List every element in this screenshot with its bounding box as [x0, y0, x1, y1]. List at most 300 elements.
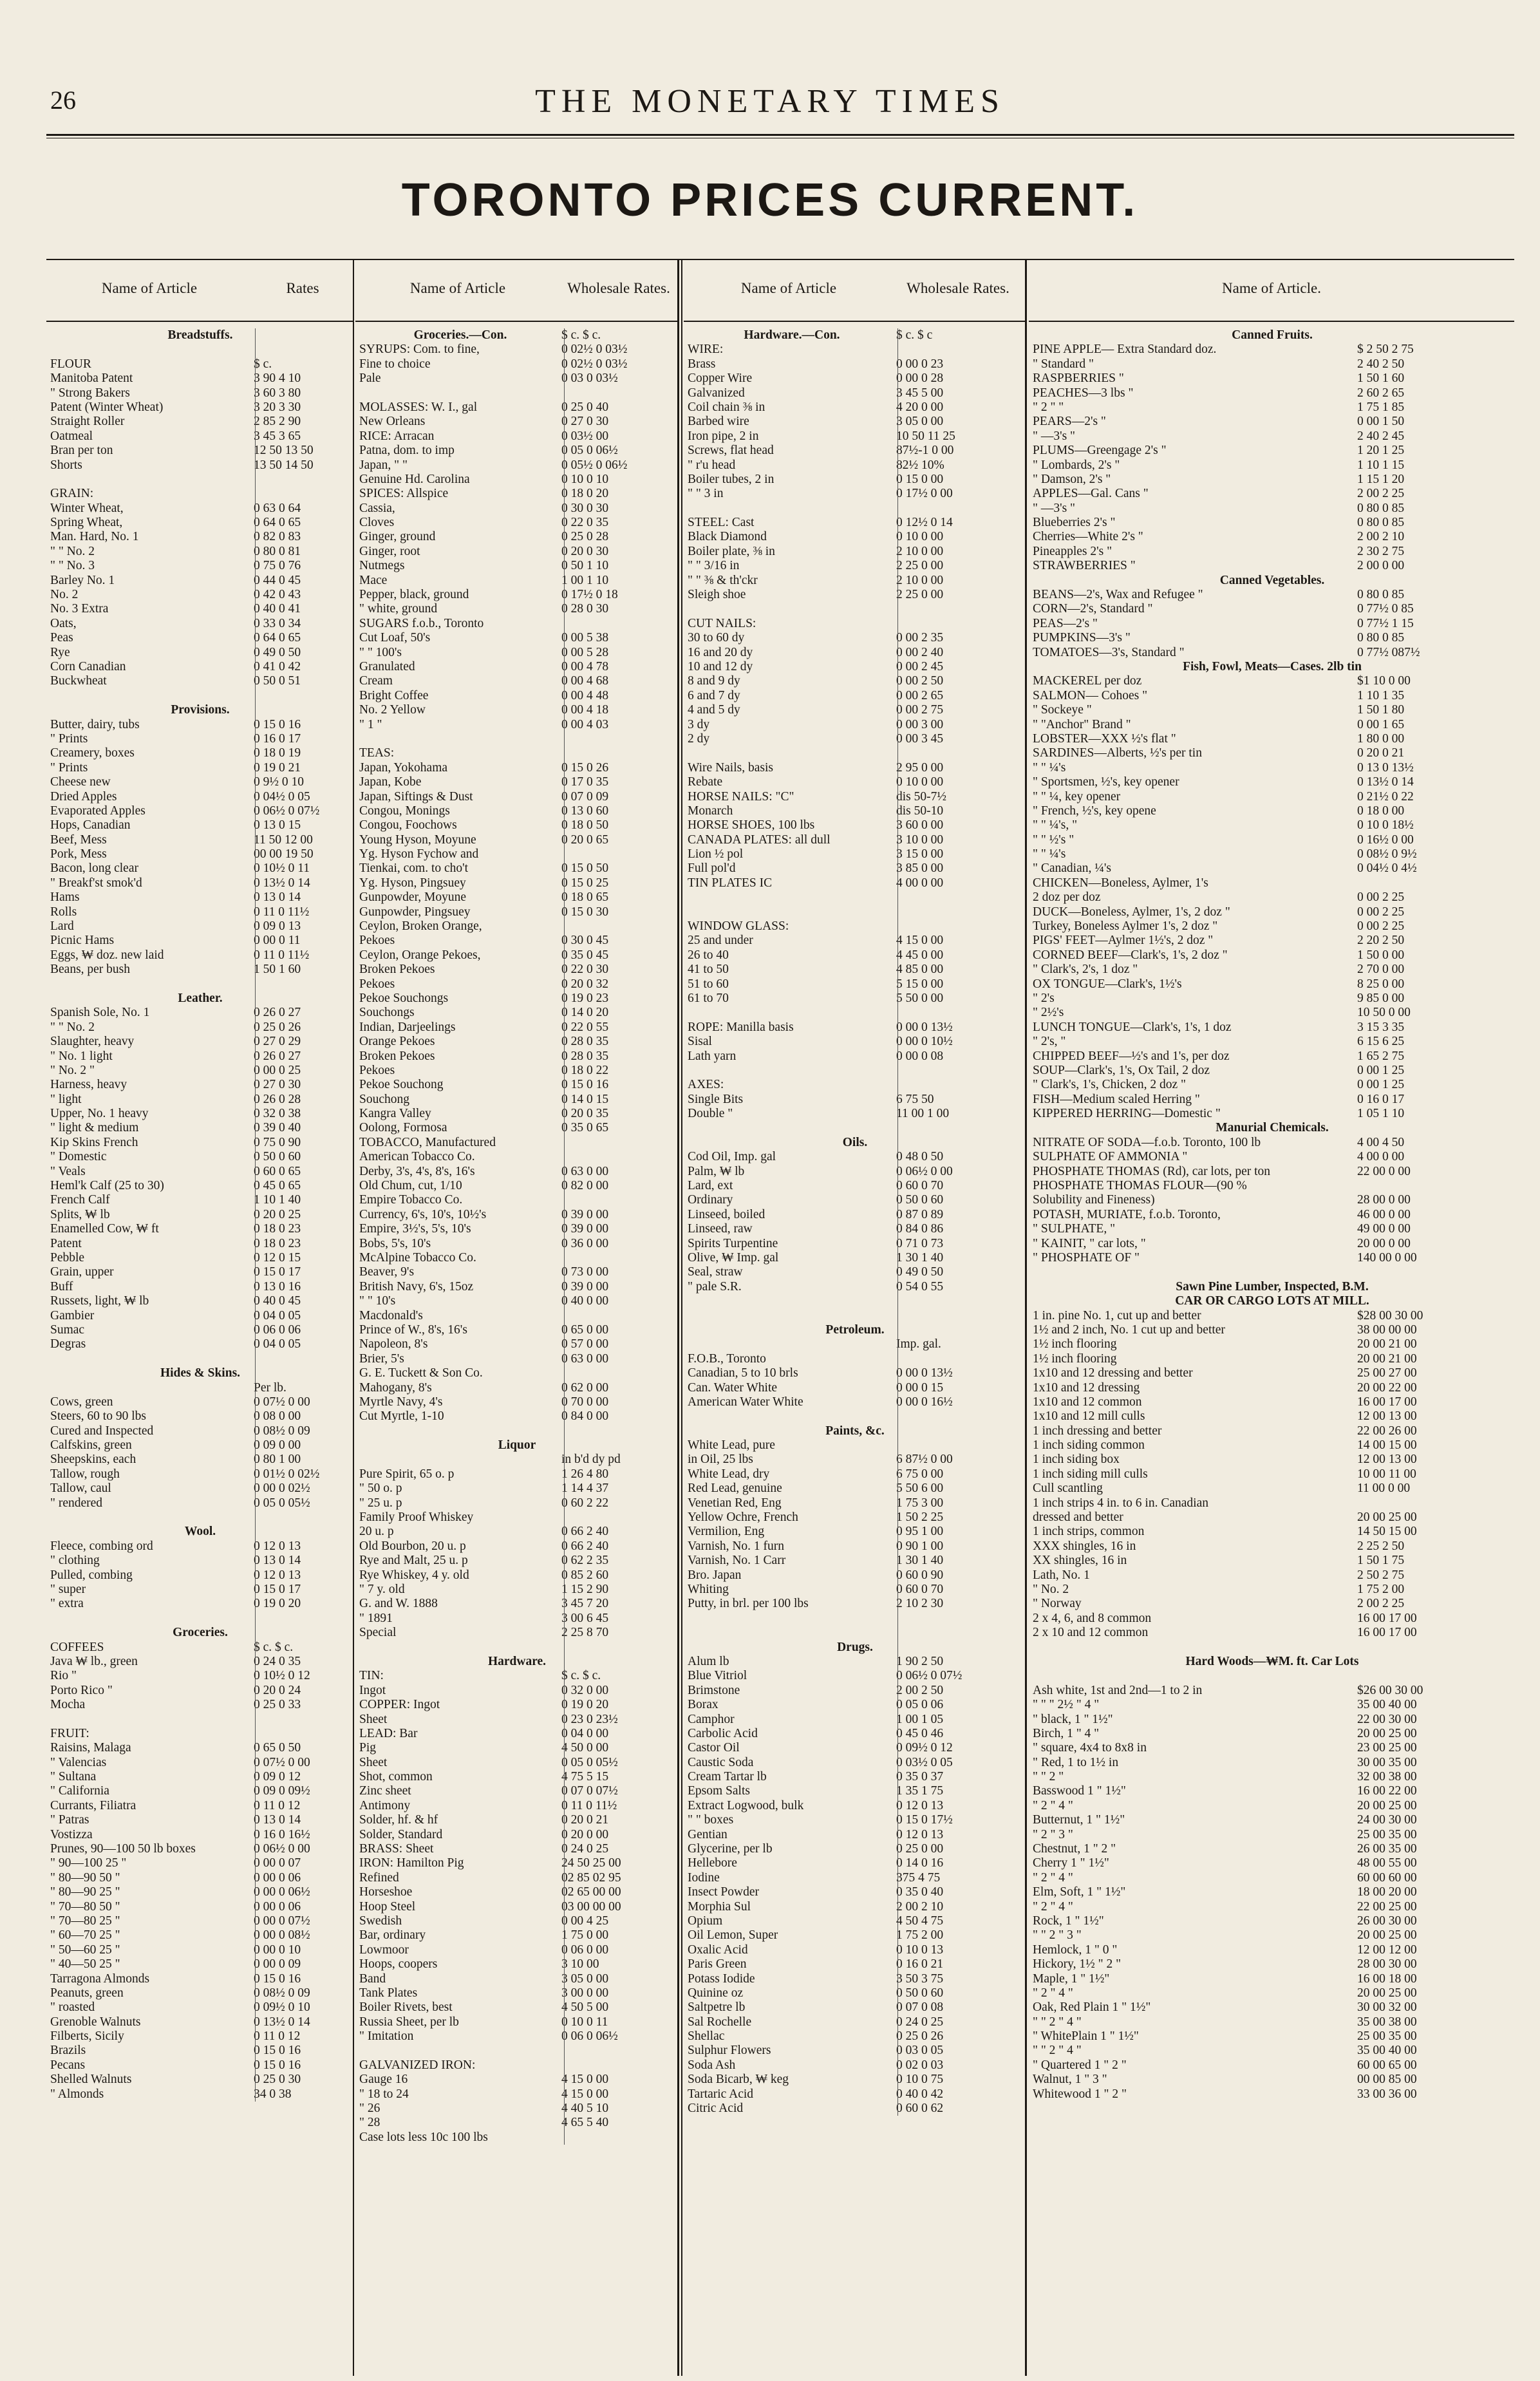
article-name: TOBACCO, Manufactured — [359, 1135, 496, 1149]
price-value: 0 20 0 24 — [254, 1683, 301, 1697]
price-row — [688, 1713, 1022, 1727]
price-value: 87½-1 0 00 — [896, 444, 954, 458]
price-value: 03 00 00 00 — [561, 1899, 621, 1914]
price-row — [50, 948, 350, 963]
article-name: 1 inch siding box — [1033, 1453, 1120, 1467]
article-name: " 2's, " — [1033, 1035, 1066, 1049]
article-name: dressed and better — [1033, 1510, 1123, 1525]
price-row — [688, 1741, 1022, 1755]
price-row — [359, 1107, 675, 1121]
price-value: 0 08½ 0 9½ — [1357, 847, 1417, 861]
price-row — [50, 1554, 350, 1568]
price-value: 0 35 0 65 — [561, 1121, 609, 1135]
price-row — [50, 357, 350, 372]
article-name: TEAS: — [359, 746, 395, 760]
price-value: 0 05 0 05½ — [561, 1755, 618, 1769]
price-value: 9 85 0 00 — [1357, 991, 1405, 1005]
price-row — [1033, 1150, 1512, 1164]
price-value: 02 65 00 00 — [561, 1885, 621, 1899]
article-name: Ordinary — [688, 1193, 733, 1207]
price-row — [1033, 890, 1512, 905]
price-value — [896, 602, 1022, 616]
price-row — [688, 1597, 1022, 1611]
price-value: 0 28 0 35 — [561, 1049, 609, 1063]
article-name: Sisal — [688, 1035, 712, 1049]
price-row — [359, 1799, 675, 1813]
article-name: Rock, 1 " 1½" — [1033, 1914, 1104, 1928]
article-name: " " 2 " 3 " — [1033, 1928, 1082, 1943]
price-row — [688, 545, 1022, 559]
price-row — [688, 1828, 1022, 1842]
price-value: $ c. $ c. — [561, 1669, 601, 1683]
price-value — [254, 473, 350, 487]
price-value: 0 05 0 06 — [896, 1698, 944, 1712]
price-value: 0 15 0 16 — [254, 2058, 301, 2072]
article-name: 3 dy — [688, 717, 710, 731]
article-name: Creamery, boxes — [50, 746, 135, 760]
price-row — [359, 559, 675, 573]
article-name: Single Bits — [688, 1092, 744, 1106]
price-row — [50, 1093, 350, 1107]
article-name: Rye Whiskey, 4 y. old — [359, 1568, 469, 1582]
price-value — [896, 1626, 1022, 1640]
price-value: 0 60 0 62 — [896, 2102, 944, 2116]
price-value: 10 00 11 00 — [1357, 1467, 1416, 1481]
header-name: Name of Article — [409, 280, 506, 296]
article-name: Manitoba Patent — [50, 372, 133, 386]
article-name: Pineapples 2's " — [1033, 544, 1113, 558]
price-row — [1033, 1986, 1512, 2000]
price-value: 0 13 0 16 — [254, 1279, 301, 1294]
article-name: Macdonald's — [359, 1308, 423, 1322]
article-name: SULPHATE OF AMMONIA " — [1033, 1150, 1188, 1164]
price-value: 1 65 2 75 — [1357, 1049, 1405, 1063]
article-name: COPPER: Ingot — [359, 1698, 440, 1712]
price-value: 0 18 0 23 — [254, 1236, 301, 1250]
article-name — [688, 1121, 896, 1135]
article-name: " 50 o. p — [359, 1482, 402, 1496]
article-name: " " ¼'s, " — [1033, 818, 1078, 833]
price-row — [50, 1612, 350, 1626]
article-name — [50, 1713, 254, 1727]
price-row — [1033, 1684, 1512, 1698]
price-row — [359, 1813, 675, 1827]
price-row — [359, 574, 675, 588]
article-name: Shot, common — [359, 1770, 433, 1784]
price-value: 0 09 0 12 — [254, 1770, 301, 1784]
panel-hardware — [684, 259, 1025, 2376]
article-name: " 40—50 25 " — [50, 1957, 120, 1972]
price-value: 0 19 0 20 — [254, 1597, 301, 1611]
price-row — [688, 992, 1022, 1006]
price-row — [1033, 1409, 1512, 1424]
price-row — [688, 1366, 1022, 1380]
price-row — [688, 847, 1022, 861]
price-row — [688, 415, 1022, 429]
article-name: " light & medium — [50, 1121, 139, 1135]
price-value — [561, 1136, 675, 1150]
price-value: 16 00 17 00 — [1357, 1626, 1417, 1640]
price-row — [50, 833, 350, 847]
price-row — [1033, 1035, 1512, 1049]
price-row — [50, 1078, 350, 1092]
price-value: 0 13½ 0 14 — [1357, 775, 1414, 789]
price-row — [688, 372, 1022, 386]
article-name: Dried Apples — [50, 789, 117, 804]
price-row — [50, 1193, 350, 1207]
price-row — [359, 2044, 675, 2058]
price-row — [688, 1193, 1022, 1207]
price-value: 0 18 0 19 — [254, 746, 301, 760]
article-name: Sal Rochelle — [688, 2015, 752, 2029]
price-row — [359, 1669, 675, 1683]
article-name: Gauge 16 — [359, 2073, 408, 2087]
article-name: Russets, light, ₩ lb — [50, 1294, 149, 1308]
price-value: 0 35 0 45 — [561, 948, 609, 962]
price-value: 1 75 2 00 — [896, 1928, 944, 1943]
price-value — [896, 1294, 1022, 1308]
price-value: 0 60 0 70 — [896, 1179, 944, 1193]
article-name: SYRUPS: Com. to fine, — [359, 343, 480, 357]
article-name: Hams — [50, 890, 80, 905]
article-name: Castor Oil — [688, 1741, 740, 1755]
price-row — [1033, 1842, 1512, 1856]
article-name: Saltpetre lb — [688, 2000, 746, 2015]
price-row — [688, 948, 1022, 963]
article-name: Paris Green — [688, 1957, 747, 1972]
section-title: Wool. — [184, 1525, 216, 1539]
article-name — [359, 1453, 561, 1467]
price-row — [359, 1986, 675, 2000]
price-value: 0 40 0 41 — [254, 602, 301, 616]
price-value: 0 80 0 85 — [1357, 631, 1405, 645]
price-row — [50, 1453, 350, 1467]
article-name: 6 and 7 dy — [688, 688, 740, 702]
price-row — [359, 1741, 675, 1755]
article-name: Man. Hard, No. 1 — [50, 530, 139, 544]
article-name: Cows, green — [50, 1395, 113, 1409]
price-row — [359, 516, 675, 530]
article-name: Grain, upper — [50, 1265, 114, 1279]
price-value: 0 00 0 28 — [896, 372, 944, 386]
article-name: Opium — [688, 1914, 723, 1928]
price-row — [1033, 1871, 1512, 1885]
article-name: Japan, " " — [359, 458, 408, 472]
price-row — [50, 804, 350, 818]
article-name: Cherry 1 " 1½" — [1033, 1856, 1109, 1870]
article-name: KIPPERED HERRING—Domestic " — [1033, 1107, 1221, 1121]
article-name: " 2½'s — [1033, 1006, 1064, 1020]
article-name: Bobs, 5's, 10's — [359, 1236, 431, 1250]
price-value: 0 06½ 0 07½ — [254, 804, 320, 818]
price-row — [359, 1698, 675, 1712]
price-value: 0 18 0 00 — [1357, 804, 1405, 818]
article-name: CUT NAILS: — [688, 616, 756, 630]
price-value: 12 50 13 50 — [254, 444, 314, 458]
article-name — [1033, 1265, 1357, 1279]
article-name: Pepper, black, ground — [359, 588, 469, 602]
price-value: 25 00 27 00 — [1357, 1366, 1417, 1380]
article-name — [688, 1309, 896, 1323]
section-title: Oils. — [842, 1135, 868, 1149]
article-name: " 70—80 25 " — [50, 1914, 120, 1928]
article-name: " 70—80 50 " — [50, 1899, 120, 1914]
price-value: 24 50 25 00 — [561, 1856, 621, 1870]
price-value: 11 50 12 00 — [254, 833, 313, 847]
price-value: 1 35 1 75 — [896, 1784, 944, 1798]
article-name: " extra — [50, 1597, 84, 1611]
article-name: Patna, dom. to imp — [359, 444, 455, 458]
price-value: 0 63 0 64 — [254, 501, 301, 515]
price-value — [561, 2044, 675, 2058]
page-number: 26 — [50, 86, 76, 115]
price-value: 28 00 0 00 — [1357, 1193, 1411, 1207]
price-row — [50, 1871, 350, 1885]
price-row — [688, 1237, 1022, 1251]
price-value: 10 50 11 25 — [896, 429, 955, 443]
article-name: Steers, 60 to 90 lbs — [50, 1409, 146, 1424]
article-name: 8 and 9 dy — [688, 674, 740, 688]
price-value: 0 22 0 55 — [561, 1020, 609, 1034]
article-name: GRAIN: — [50, 487, 94, 501]
price-row — [359, 1265, 675, 1279]
price-value: 0 00 0 13½ — [896, 1020, 953, 1034]
price-value: 1 20 1 25 — [1357, 444, 1405, 458]
price-row — [359, 992, 675, 1006]
article-name: COFFEES — [50, 1640, 104, 1654]
article-name: Basswood 1 " 1½" — [1033, 1784, 1126, 1798]
section-heading — [688, 328, 1022, 343]
article-name: New Orleans — [359, 415, 426, 429]
article-name: " 90—100 25 " — [50, 1856, 127, 1870]
price-value: 35 00 38 00 — [1357, 2015, 1417, 2029]
article-name: " No. 2 — [1033, 1582, 1069, 1596]
price-value: 3 15 0 00 — [896, 847, 944, 861]
price-value: 0 25 0 00 — [896, 1842, 944, 1856]
price-row — [1033, 977, 1512, 992]
price-row — [688, 1525, 1022, 1539]
price-row — [688, 833, 1022, 847]
article-name: F.O.B., Toronto — [688, 1351, 766, 1366]
article-name — [688, 1064, 896, 1078]
price-value: 4 15 0 00 — [561, 2087, 609, 2101]
price-value — [1357, 1669, 1512, 1683]
price-value: 0 60 0 70 — [896, 1582, 944, 1596]
price-row — [688, 1756, 1022, 1770]
panel-canned-goods — [1029, 259, 1514, 2376]
price-value — [896, 502, 1022, 516]
price-value: 0 00 0 10½ — [896, 1035, 953, 1049]
price-value: 0 00 0 08½ — [254, 1928, 310, 1943]
price-row — [359, 1885, 675, 1899]
article-name — [688, 502, 896, 516]
price-value: 33 00 36 00 — [1357, 2087, 1417, 2101]
article-name: " 2 " 4 " — [1033, 1986, 1073, 2000]
price-row — [359, 1842, 675, 1856]
price-value: 0 07 0 09 — [561, 789, 609, 804]
price-row — [1033, 1554, 1512, 1568]
price-row — [359, 646, 675, 660]
price-value: 1 00 1 05 — [896, 1712, 944, 1726]
article-name: Rye and Malt, 25 u. p — [359, 1554, 468, 1568]
article-name: Beef, Mess — [50, 833, 107, 847]
price-value: 0 03½ 0 05 — [896, 1755, 953, 1769]
article-name: Patent — [50, 1236, 82, 1250]
article-name: Bran per ton — [50, 444, 113, 458]
price-value: 0 39 0 00 — [561, 1222, 609, 1236]
article-name: British Navy, 6's, 15oz — [359, 1279, 474, 1294]
article-name: Barley No. 1 — [50, 573, 115, 587]
price-row — [688, 1842, 1022, 1856]
price-row — [359, 1856, 675, 1870]
price-value: 0 13 0 13½ — [1357, 760, 1414, 775]
article-name: Pekoe Souchongs — [359, 991, 449, 1005]
article-name: Carbolic Acid — [688, 1726, 758, 1740]
article-name: Mace — [359, 573, 388, 587]
section-title: Hardware.—Con. — [744, 328, 840, 342]
price-row — [688, 934, 1022, 948]
price-value — [561, 386, 675, 400]
price-row — [359, 1626, 675, 1640]
article-name: Venetian Red, Eng — [688, 1496, 782, 1510]
article-name: " " 10's — [359, 1294, 396, 1308]
article-name: ROPE: Manilla basis — [688, 1020, 794, 1034]
price-value: 0 50 0 60 — [896, 1986, 944, 2000]
price-value: 0 13 0 15 — [254, 818, 301, 833]
article-name: 2 doz per doz — [1033, 890, 1101, 905]
section-heading — [359, 1655, 675, 1669]
price-row — [688, 602, 1022, 616]
price-value: 2 25 2 50 — [1357, 1539, 1405, 1553]
article-name: Monarch — [688, 804, 733, 818]
masthead-rule — [46, 134, 1514, 136]
article-name: Cull scantling — [1033, 1482, 1103, 1496]
price-row — [1033, 1179, 1512, 1193]
article-name: CANADA PLATES: all dull — [688, 833, 831, 847]
article-name: Iron pipe, 2 in — [688, 429, 759, 443]
price-value: 0 80 0 85 — [1357, 516, 1405, 530]
price-value: 0 19 0 20 — [561, 1698, 609, 1712]
price-row — [1033, 1770, 1512, 1784]
price-row — [688, 1885, 1022, 1899]
price-row — [359, 1727, 675, 1741]
price-row — [1033, 602, 1512, 616]
article-name: " Domestic — [50, 1150, 107, 1164]
price-row — [50, 761, 350, 775]
article-name: Yellow Ochre, French — [688, 1510, 798, 1525]
price-row — [359, 2131, 675, 2145]
price-row — [688, 1612, 1022, 1626]
price-value: 0 28 0 30 — [561, 602, 609, 616]
price-value: 0 06 0 00 — [561, 1943, 609, 1957]
price-value: 1 50 1 60 — [254, 963, 301, 977]
article-name: Empire, 3½'s, 5's, 10's — [359, 1222, 471, 1236]
price-value: 0 60 0 90 — [896, 1568, 944, 1582]
article-name: " 25 u. p — [359, 1496, 402, 1510]
price-row — [50, 372, 350, 386]
price-value: 0 80 1 00 — [254, 1453, 301, 1467]
price-value: 0 00 0 13½ — [896, 1366, 953, 1380]
article-name: 61 to 70 — [688, 991, 729, 1005]
article-name: Maple, 1 " 1½" — [1033, 1972, 1110, 1986]
price-row — [688, 1006, 1022, 1020]
article-name: " Clark's, 1's, Chicken, 2 doz " — [1033, 1078, 1186, 1092]
price-value: 49 00 0 00 — [1357, 1222, 1411, 1236]
article-name: in Oil, 25 lbs — [688, 1453, 753, 1467]
section-title: Groceries. — [173, 1626, 228, 1640]
price-row — [1033, 1136, 1512, 1150]
price-row — [688, 1337, 1022, 1351]
article-name: Citric Acid — [688, 2102, 744, 2116]
price-row — [359, 1756, 675, 1770]
price-row — [688, 775, 1022, 789]
section-title: CAR OR CARGO LOTS AT MILL. — [1175, 1294, 1369, 1308]
price-value: 1 50 1 75 — [1357, 1554, 1405, 1568]
price-row — [1033, 1756, 1512, 1770]
price-row — [359, 804, 675, 818]
price-value: 1 14 4 37 — [561, 1482, 609, 1496]
price-row — [359, 473, 675, 487]
article-name: Pekoes — [359, 1063, 395, 1077]
price-value: 20 00 25 00 — [1357, 1798, 1417, 1812]
price-value: 0 66 2 40 — [561, 1525, 609, 1539]
price-row — [1033, 1222, 1512, 1236]
price-value: 0 11 0 12 — [254, 2029, 301, 2044]
article-name: " Standard " — [1033, 357, 1094, 371]
article-name: Pulled, combing — [50, 1568, 133, 1582]
price-value: 0 50 0 51 — [254, 674, 301, 688]
price-value: dis 50-7½ — [896, 789, 946, 804]
price-value: 0 00 0 09 — [254, 1957, 301, 1972]
article-name: XXX shingles, 16 in — [1033, 1539, 1136, 1553]
article-name: Heml'k Calf (25 to 30) — [50, 1179, 164, 1193]
article-name: Turkey, Boneless Aylmer 1's, 2 doz " — [1033, 919, 1218, 934]
price-value: 20 00 21 00 — [1357, 1351, 1417, 1366]
price-value: 0 71 0 73 — [896, 1236, 944, 1250]
price-row — [688, 861, 1022, 876]
price-row — [688, 1986, 1022, 2000]
price-row — [688, 444, 1022, 458]
article-name: Beaver, 9's — [359, 1265, 415, 1279]
article-name: Sheet — [359, 1755, 388, 1769]
price-value: 0 82 0 83 — [254, 530, 301, 544]
price-value: $26 00 30 00 — [1357, 1683, 1423, 1697]
price-row — [50, 1539, 350, 1554]
price-value: 0 18 0 23 — [254, 1222, 301, 1236]
price-row — [1033, 1669, 1512, 1683]
price-value: 20 00 22 00 — [1357, 1380, 1417, 1395]
price-row — [359, 1828, 675, 1842]
article-name: 10 and 12 dy — [688, 659, 753, 673]
article-name: Lard — [50, 919, 74, 934]
article-name: Wire Nails, basis — [688, 760, 773, 775]
price-row — [50, 1352, 350, 1366]
price-value — [561, 1251, 675, 1265]
section-heading — [50, 328, 350, 343]
price-value: 0 65 0 50 — [254, 1741, 301, 1755]
price-row — [688, 1294, 1022, 1308]
price-value: 0 07 0 08 — [896, 2000, 944, 2015]
price-value: 4 00 0 00 — [1357, 1150, 1405, 1164]
price-value: 0 00 0 23 — [896, 357, 944, 371]
article-name: " KAINIT, " car lots, " — [1033, 1236, 1146, 1250]
article-name: " 2 " 3 " — [1033, 1827, 1073, 1841]
price-row — [1033, 1482, 1512, 1496]
price-value: 0 12 0 13 — [896, 1798, 944, 1812]
price-row — [359, 1871, 675, 1885]
article-name: PLUMS—Greengage 2's " — [1033, 444, 1167, 458]
price-row — [359, 444, 675, 458]
